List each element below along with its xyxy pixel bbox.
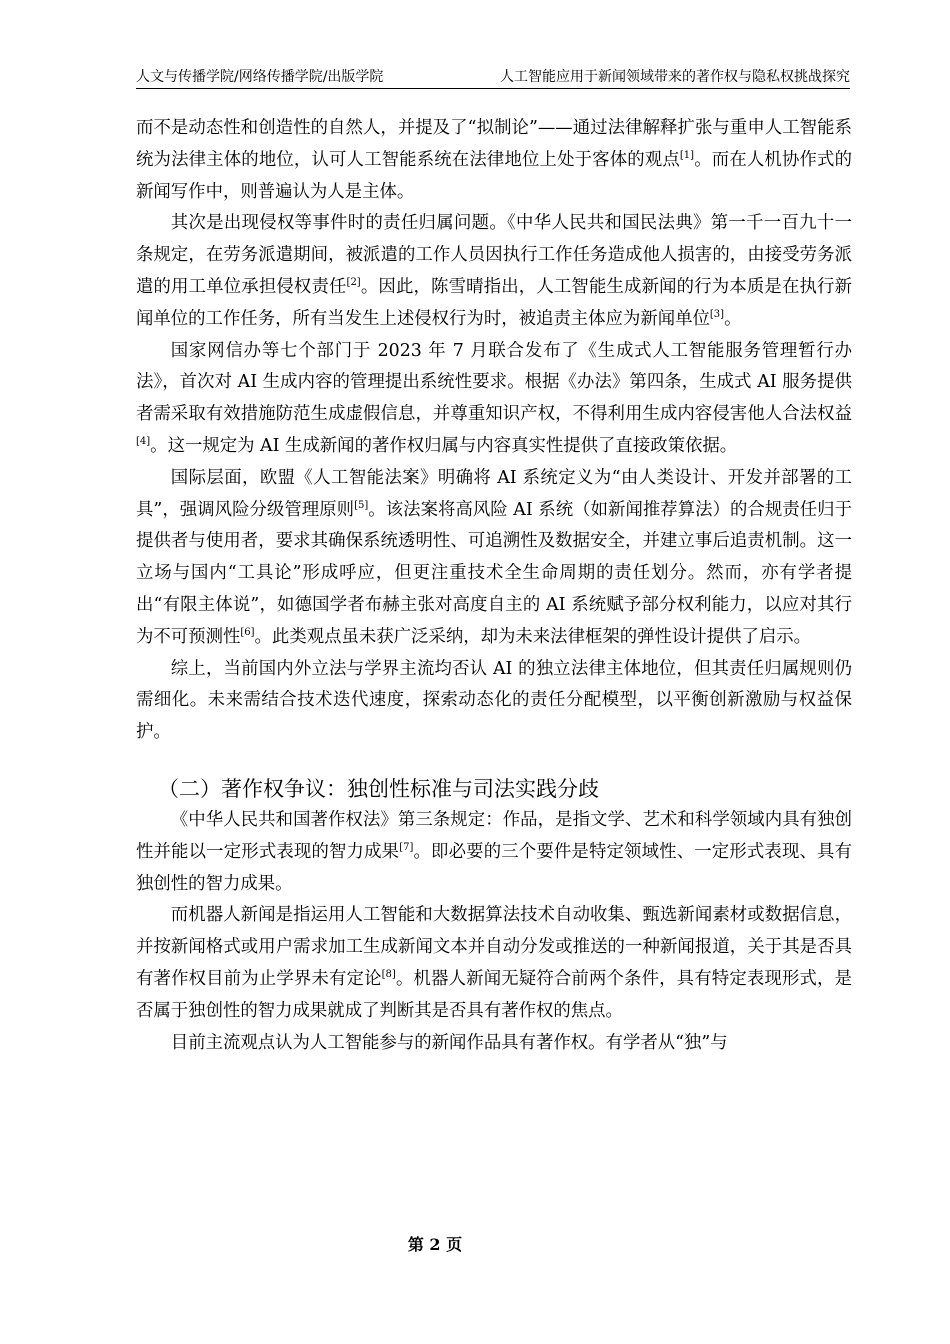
paragraph: 目前主流观点认为人工智能参与的新闻作品具有著作权。有学者从“独”与: [170, 1032, 728, 1053]
paragraph-group-responsibility: [136, 113, 852, 749]
citation-marker: [6]: [240, 626, 255, 638]
citation-marker: [8]: [381, 969, 396, 981]
header-institution: 人文与传播学院/网络传播学院/出版学院: [136, 69, 384, 85]
section-heading: （二）著作权争议：独创性标准与司法实践分歧: [158, 776, 599, 801]
paragraph: 而机器人新闻是指运用人工智能和大数据算法技术自动收集、甄选新闻素材或数据信息，并按新闻格式或用户需求加工生成新闻文本并自动分发或推送的一种新闻报道，关于其是否具有著作权目前为止学界未有定论[8]。机器人新闻无疑符合前两个条件，具有特定表现形式，是否属于独创性的智力成果就成了判断其是否具有著作权的焦点。: [136, 905, 852, 1021]
paragraph: 其次是出现侵权等事件时的责任归属问题。《中华人民共和国民法典》第一千一百九十一条规定，在劳务派遣期间，被派遣的工作人员因执行工作任务造成他人损害的，由接受劳务派遣的用工单位承担侵权责任[2]。因此，陈雪晴指出，人工智能生成新闻的行为本质是在执行新闻单位的工作任务，所有当发生上述侵权行为时，被追责主体应为新闻单位[3]。: [136, 213, 852, 329]
paragraph: 国家网信办等七个部门于 2023 年 7 月联合发布了《生成式人工智能服务管理暂行办法》，首次对 AI 生成内容的管理提出系统性要求。根据《办法》第四条，生成式 AI 服务提供者需采取有效措施防范生成虚假信息，并尊重知识产权，不得利用生成内容侵害他人合法权益[4]。这一规定为 AI 生成新闻的著作权归属与内容真实性提供了直接政策依据。: [136, 340, 852, 456]
paragraph: 综上，当前国内外立法与学界主流均否认 AI 的独立法律主体地位，但其责任归属规则仍需细化。未来需结合技术迭代速度，探索动态化的责任分配模型，以平衡创新激励与权益保护。: [136, 658, 852, 743]
citation-marker: [1]: [679, 150, 695, 161]
header-paper-title: 人工智能应用于新闻领域带来的著作权与隐私权挑战探究: [500, 69, 850, 85]
citation-marker: [3]: [709, 308, 725, 320]
citation-marker: [7]: [399, 841, 414, 853]
citation-marker: [2]: [346, 277, 361, 289]
paragraph: 《中华人民共和国著作权法》第三条规定：作品，是指文学、艺术和科学领域内具有独创性并能以一定形式表现的智力成果[7]。即必要的三个要件是特定领域性、一定形式表现、具有独创性的智力成果。: [136, 809, 852, 894]
citation-marker: [5]: [354, 499, 369, 511]
paragraph: 而不是动态性和创造性的自然人，并提及了“拟制论”——通过法律解释扩张与重申人工智能系统为法律主体的地位，认可人工智能系统在法律地位上处于客体的观点[1]。而在人机协作式的新闻写作中，则普遍认为人是主体。: [136, 118, 852, 202]
page-number: 第 2 页: [407, 1235, 463, 1254]
paragraph: 国际层面，欧盟《人工智能法案》明确将 AI 系统定义为“由人类设计、开发并部署的工具”，强调风险分级管理原则[5]。该法案将高风险 AI 系统（如新闻推荐算法）的合规责任归于提供者与使用者，要求其确保系统透明性、可追溯性及数据安全，并建立事后追责机制。这一立场与国内“工具论”形成呼应，但更注重技术全生命周期的责任划分。然而，亦有学者提出“有限主体说”，如德国学者布赫主张对高度自主的 AI 系统赋予部分权利能力，以应对其行为不可预测性[6]。此类观点虽未获广泛采纳，却为未来法律框架的弹性设计提供了启示。: [136, 467, 852, 647]
citation-marker: [4]: [136, 436, 151, 448]
body-text: [136, 113, 852, 1059]
paragraph-group-copyright: [136, 805, 852, 1059]
running-header: [136, 66, 850, 89]
